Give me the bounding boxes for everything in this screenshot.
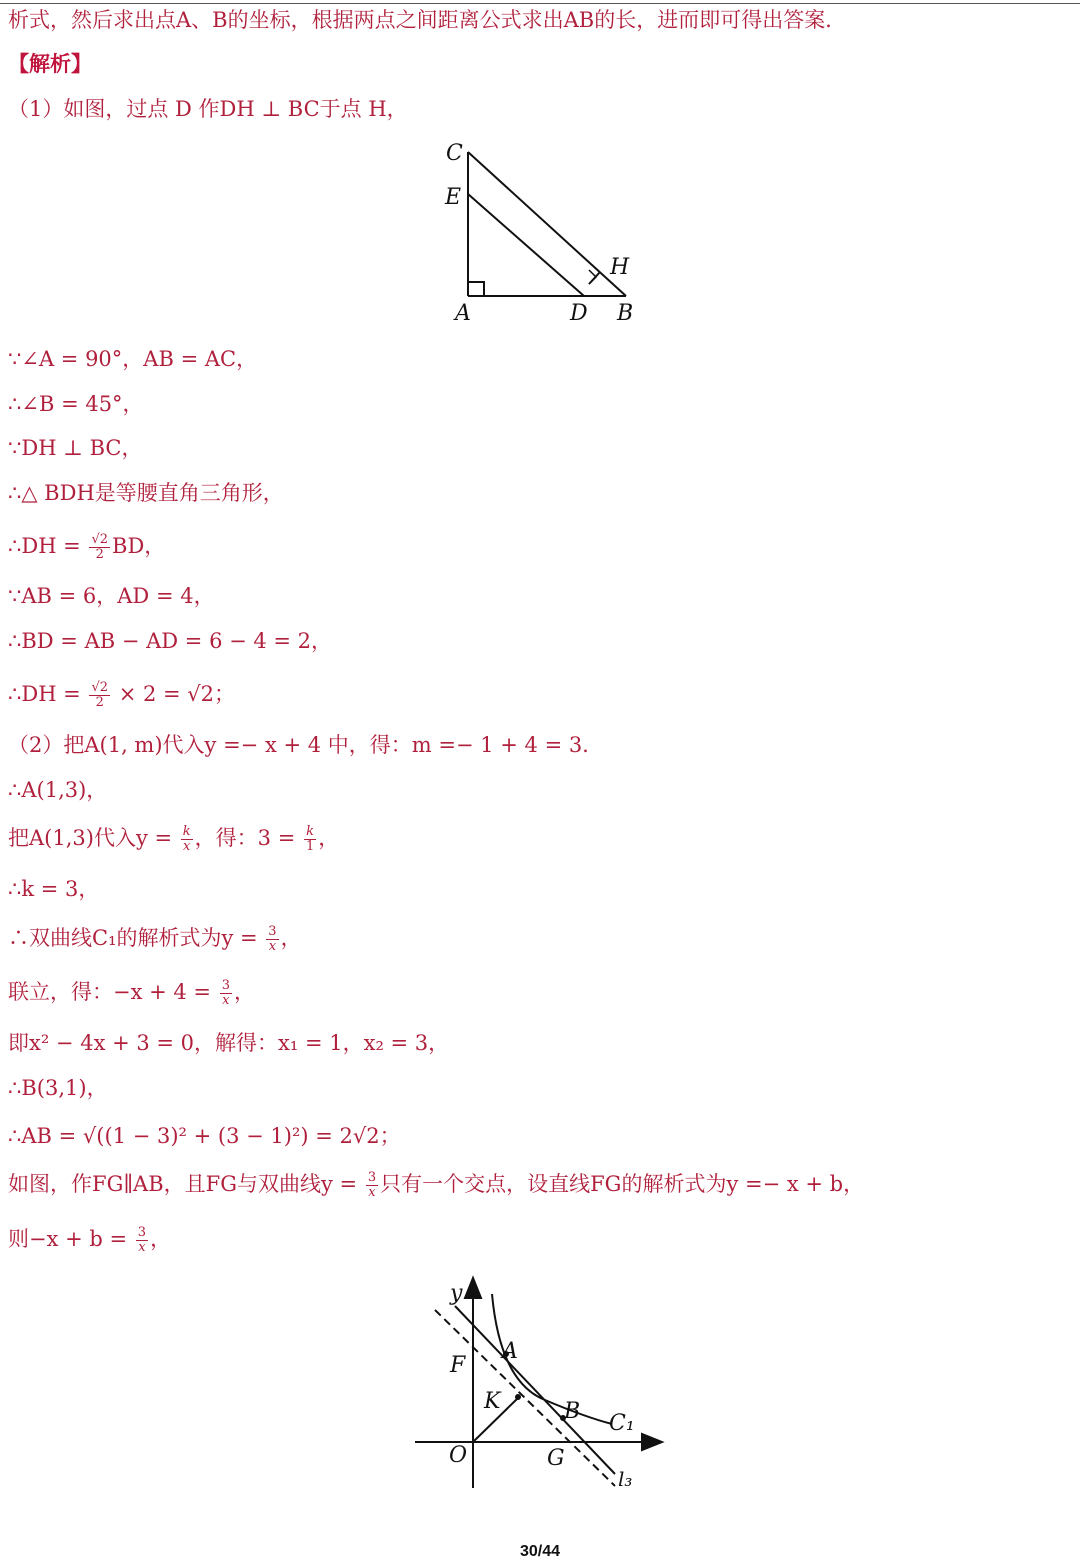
text-line-15: ∴双曲线C₁的解析式为y = $\frac{3}{x}$ ，	[8, 924, 302, 954]
text-line-5: ∵DH ⊥ BC，	[8, 436, 143, 460]
text-line-8: ∵AB = 6，AD = 4，	[8, 584, 215, 608]
label-A2: A	[502, 1339, 518, 1364]
label-B: B	[617, 301, 634, 326]
text-line-part1: （1）如图，过点 D 作DH ⊥ BC于点 H，	[8, 97, 408, 121]
label-E: E	[445, 185, 462, 210]
text-line-20: 如图，作FG∥AB，且FG与双曲线y = $\frac{3}{x}$ 只有一个交点，设直线FG的解析式为y =− x + b，	[8, 1170, 865, 1200]
coordinate-figure	[410, 1272, 670, 1494]
text-line-17: 即x² − 4x + 3 = 0，解得：x₁ = 1，x₂ = 3，	[8, 1031, 450, 1055]
section-heading-analysis: 【解析】	[8, 52, 92, 76]
fraction-3-over-x-d: $\frac{3}{x}$	[137, 1225, 147, 1255]
fraction-k-over-1: $\frac{k}{1}$	[305, 824, 315, 854]
fraction-3-over-x-b: $\frac{3}{x}$	[221, 978, 230, 1008]
fraction-3-over-x: $\frac{3}{x}$	[268, 924, 277, 954]
text-line-7: ∴DH = $\frac{√2}{2}$ BD，	[8, 532, 166, 562]
text-line-13: 把A(1,3)代入y = $\frac{k}{x}$ ，得：3 = $\frac{k}{1}$ ，	[8, 824, 340, 854]
fraction-k-over-x: $\frac{k}{x}$	[182, 824, 191, 854]
text-line-6: ∴△ BDH是等腰直角三角形，	[8, 481, 284, 505]
label-G: G	[547, 1446, 565, 1471]
label-A: A	[455, 301, 471, 326]
label-H: H	[610, 255, 630, 280]
text-line-4: ∴∠B = 45°，	[8, 392, 144, 416]
fraction-sqrt2-over-2-b: $\frac{√2}{2}$	[91, 680, 109, 710]
label-C: C	[446, 141, 463, 166]
label-C1: C₁	[609, 1411, 635, 1436]
triangle-figure	[440, 138, 650, 328]
label-K: K	[484, 1389, 501, 1414]
label-D: D	[570, 301, 588, 326]
label-B2: B	[564, 1399, 581, 1424]
fraction-sqrt2-over-2: $\frac{√2}{2}$	[91, 532, 109, 562]
text-line-9: ∴BD = AB − AD = 6 − 4 = 2，	[8, 629, 333, 653]
label-F: F	[450, 1353, 466, 1378]
label-O: O	[449, 1443, 468, 1468]
text-line-14: ∴k = 3，	[8, 877, 100, 901]
text-line-1: 析式，然后求出点A、B的坐标，根据两点之间距离公式求出AB的长，进而即可得出答案．	[8, 8, 847, 32]
fraction-3-over-x-c: $\frac{3}{x}$	[367, 1170, 377, 1200]
text-line-3: ∵∠A = 90°，AB = AC，	[8, 347, 258, 371]
text-line-10: ∴DH = $\frac{√2}{2}$ × 2 = √2；	[8, 680, 236, 710]
text-line-part2: （2）把A(1, m)代入y =− x + 4 中，得：m =− 1 + 4 = 3．	[8, 733, 604, 757]
text-line-18: ∴B(3,1)，	[8, 1076, 108, 1100]
label-l3: l₃	[618, 1467, 633, 1491]
label-y: y	[450, 1281, 463, 1306]
text-line-16: 联立，得：−x + 4 = $\frac{3}{x}$ ，	[8, 978, 255, 1008]
text-line-21: 则−x + b = $\frac{3}{x}$ ，	[8, 1225, 172, 1255]
text-line-19: ∴AB = √((1 − 3)² + (3 − 1)²) = 2√2；	[8, 1124, 401, 1148]
text-line-12: ∴A(1,3)，	[8, 778, 108, 802]
top-rule	[0, 3, 1080, 4]
page-number: 30/44	[519, 1543, 561, 1560]
